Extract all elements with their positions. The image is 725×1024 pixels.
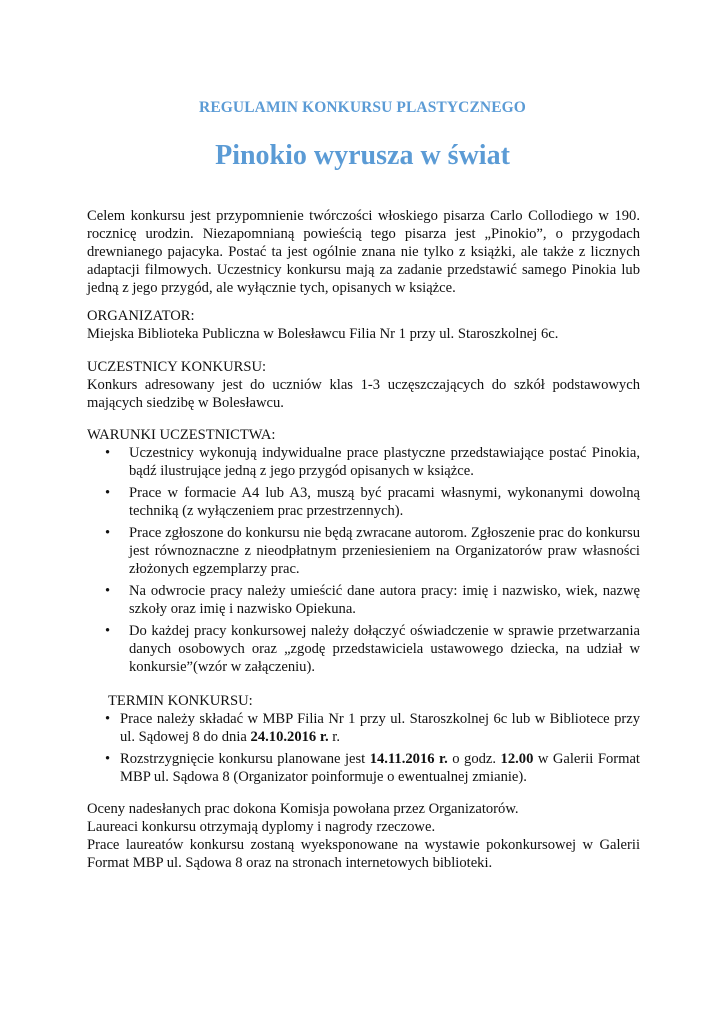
bullet-icon: • xyxy=(105,445,111,461)
bullet-icon: • xyxy=(105,623,111,639)
list-item-text: Na odwrocie pracy należy umieścić dane autora pracy: imię i nazwisko, wiek, nazwę szkoły oraz imię i nazwisko Opiekuna. xyxy=(129,583,640,617)
list-item-text: Prace w formacie A4 lub A3, muszą być pracami własnymi, wykonanymi dowolną techniką (z wyłączeniem prac przestrzennych). xyxy=(129,485,640,519)
closing-line-exhibition: Prace laureatów konkursu zostaną wyeksponowane na wystawie pokonkursowej w Galerii Format MBP ul. Sądowa 8 oraz na stronach internetowych biblioteki. xyxy=(87,837,640,871)
schedule-item-text: Rozstrzygnięcie konkursu planowane jest xyxy=(120,751,370,767)
results-date: 14.11.2016 r. xyxy=(369,751,448,767)
conditions-list xyxy=(87,444,640,680)
schedule-item-tail: r. xyxy=(328,729,340,745)
organizer-heading: ORGANIZATOR: xyxy=(87,308,195,324)
closing-line-jury: Oceny nadesłanych prac dokona Komisja powołana przez Organizatorów. xyxy=(87,801,519,817)
bullet-icon: • xyxy=(105,485,111,501)
list-item xyxy=(87,582,640,618)
document-title: Pinokio wyrusza w świat xyxy=(215,140,510,171)
schedule-item-tail: w Galerii Format MBP ul. Sądowa 8 (Organizator poinformuje o ewentualnej zmianie). xyxy=(120,751,640,785)
schedule-heading: TERMIN KONKURSU: xyxy=(108,693,253,709)
list-item-text: Uczestnicy wykonują indywidualne prace plastyczne przedstawiające postać Pinokia, bądź ilustrujące jedną z jego przygód opisanych w książce. xyxy=(129,445,640,479)
schedule-item-mid: o godz. xyxy=(447,751,501,767)
list-item xyxy=(87,444,640,480)
list-item-text: Do każdej pracy konkursowej należy dołączyć oświadczenie w sprawie przetwarzania danych osobowych oraz „zgodę przedstawiciela ustawowego dziecka, na udział w konkursie”(wzór w załączeniu). xyxy=(129,623,640,675)
intro-paragraph: Celem konkursu jest przypomnienie twórczości włoskiego pisarza Carlo Collodiego w 190. rocznicę urodzin. Niezapomnianą powieścią tego pisarza jest „Pinokio”, o przygodach drewnianego pajacyka. Postać ta jest ogólnie znana nie tylko z książki, ale także z licznych adaptacji filmowych. Uczestnicy konkursu mają za zadanie przedstawić samego Pinokia lub jedną z jego przygód, ale wyłącznie tych, opisanych w książce. xyxy=(87,208,640,296)
schedule-item-text: Prace należy składać w MBP Filia Nr 1 przy ul. Staroszkolnej 6c lub w Bibliotece przy ul. Sądowej 8 do dnia xyxy=(120,711,640,745)
organizer-text: Miejska Biblioteka Publiczna w Bolesławcu Filia Nr 1 przy ul. Staroszkolnej 6c. xyxy=(87,326,559,342)
organizer-section xyxy=(87,307,640,343)
participants-section xyxy=(87,358,640,412)
bullet-icon: • xyxy=(105,711,111,727)
list-item xyxy=(87,622,640,676)
conditions-heading: WARUNKI UCZESTNICTWA: xyxy=(87,427,276,443)
list-item xyxy=(104,710,640,746)
bullet-icon: • xyxy=(105,751,111,767)
list-item-text: Prace zgłoszone do konkursu nie będą zwracane autorom. Zgłoszenie prac do konkursu jest równoznaczne z nieodpłatnym przeniesieniem na Organizatorów praw własności złożonych egzemplarzy prac. xyxy=(129,525,640,577)
results-time: 12.00 xyxy=(500,751,534,767)
list-item xyxy=(87,524,640,578)
closing-line-prizes: Laureaci konkursu otrzymają dyplomy i nagrody rzeczowe. xyxy=(87,819,436,835)
submission-deadline: 24.10.2016 r. xyxy=(250,729,329,745)
schedule-list xyxy=(104,710,640,790)
list-item xyxy=(87,484,640,520)
document-subtitle: REGULAMIN KONKURSU PLASTYCZNEGO xyxy=(199,99,526,116)
closing-section xyxy=(87,800,640,872)
list-item xyxy=(104,750,640,786)
participants-text: Konkurs adresowany jest do uczniów klas 1-3 uczęszczających do szkół podstawowych mających siedzibę w Bolesławcu. xyxy=(87,377,640,411)
bullet-icon: • xyxy=(105,525,111,541)
bullet-icon: • xyxy=(105,583,111,599)
participants-heading: UCZESTNICY KONKURSU: xyxy=(87,359,267,375)
